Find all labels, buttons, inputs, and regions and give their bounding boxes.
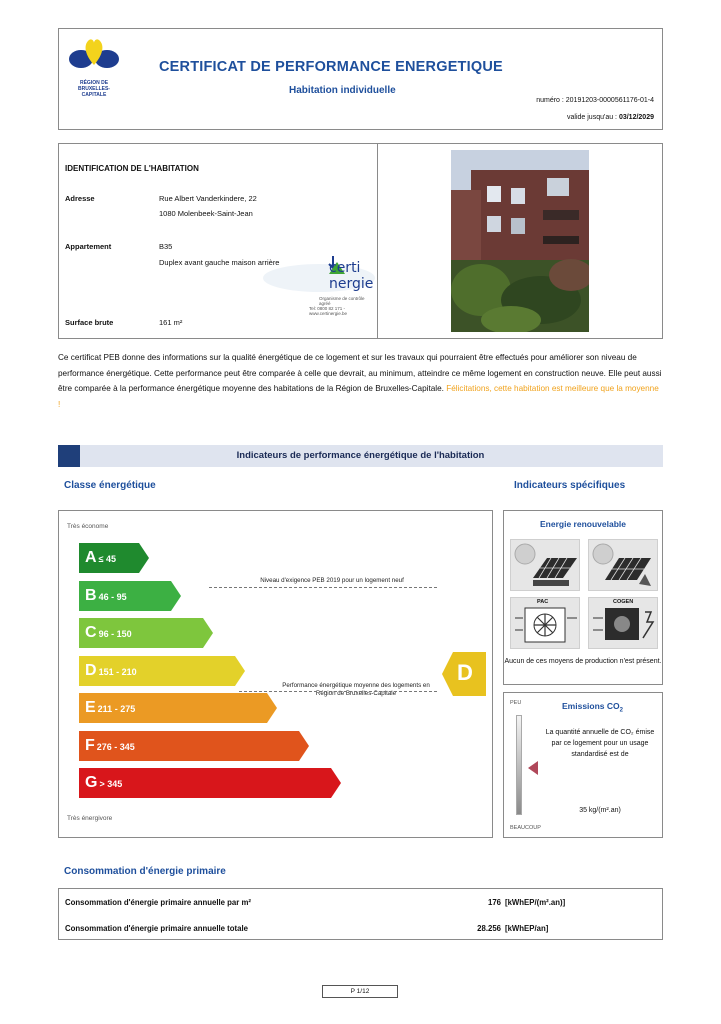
certinergie-tagline: Organisme de contrôle agréé: [319, 296, 365, 306]
region-logo: [67, 35, 121, 98]
heat-pump-label: PAC: [537, 599, 549, 605]
energy-class-letter: D: [85, 661, 97, 679]
co2-description: La quantité annuelle de CO₂ émise par ce logement pour un usage standardisé est de: [545, 729, 655, 758]
energy-class-letter: G: [85, 774, 98, 791]
energy-class-letter: B: [85, 586, 97, 604]
apartment-label: Appartement: [65, 242, 112, 251]
intro-highlight: Félicitations, cette habitation est meilleure que la moyenne !: [58, 384, 659, 409]
certinergie-stamp: [259, 250, 375, 320]
energy-class-label: [79, 618, 132, 648]
heat-pump-tile: [510, 597, 580, 649]
renewable-energy-panel: [503, 510, 663, 685]
co2-scale-bar: [516, 715, 522, 815]
renewable-note: Aucun de ces moyens de production n'est présent.: [504, 658, 662, 665]
scale-top-label: Très économe: [67, 523, 109, 530]
address-line1: Rue Albert Vanderkindere, 22: [159, 194, 257, 203]
energy-class-b: [79, 581, 181, 611]
energy-class-c: [79, 618, 213, 648]
iris-logo-icon: [67, 35, 121, 73]
energy-class-label: [79, 731, 135, 761]
solar-thermal-tile: [510, 539, 580, 591]
certinergie-contact: Tel: 0800 82 171 - www.certinergie.be: [309, 306, 348, 316]
energy-class-f: [79, 731, 309, 761]
validity-label: valide jusqu'au :: [567, 114, 619, 121]
energy-class-letter: F: [85, 736, 95, 754]
co2-title: [562, 701, 623, 714]
heat-pump-icon: [511, 598, 581, 650]
co2-title-sub: 2: [619, 707, 623, 714]
document-title: CERTIFICAT DE PERFORMANCE ENERGETIQUE: [159, 59, 503, 75]
validity: [567, 114, 654, 121]
energy-class-range: 46 - 95: [98, 591, 127, 602]
annotation-average: Performance énergétique moyenne des logements en Région de Bruxelles-Capitale: [282, 682, 430, 697]
energy-class-range: 211 - 275: [97, 704, 136, 714]
certificate-number: numéro : 20191203-0000561176-01-4: [536, 97, 654, 104]
energy-class-range: 96 - 150: [98, 629, 132, 639]
co2-value: 35 kg/(m².an): [579, 807, 621, 814]
energy-class-range: > 345: [99, 779, 123, 789]
energy-class-g: [79, 768, 341, 798]
renewable-title: Energie renouvelable: [540, 519, 626, 529]
energy-class-label: [79, 581, 127, 611]
consumption-label: Consommation d'énergie primaire annuelle totale: [65, 924, 248, 933]
certificate-header: [58, 28, 663, 130]
annotation-new-building-line: [209, 587, 437, 588]
energy-class-label: [79, 656, 137, 686]
co2-title-text: Emissions CO: [562, 701, 620, 711]
co2-emissions-panel: [503, 692, 663, 838]
identification-divider: [377, 144, 378, 338]
identification-title: IDENTIFICATION DE L'HABITATION: [65, 164, 199, 173]
consumption-unit: [kWhEP/an]: [505, 924, 549, 933]
energy-class-e: [79, 693, 277, 723]
document-subtitle: Habitation individuelle: [289, 85, 396, 96]
consumption-title: Consommation d'énergie primaire: [64, 866, 226, 877]
renewable-grid: [510, 539, 658, 651]
energy-class-range: ≤ 45: [98, 554, 117, 564]
intro-paragraph: [58, 350, 663, 412]
building-photo: [451, 150, 589, 332]
consumption-value: 28.256: [477, 924, 501, 933]
energy-class-label: [79, 543, 116, 573]
consumption-label: Consommation d'énergie primaire annuelle par m²: [65, 898, 251, 907]
solar-thermal-icon: [511, 540, 581, 592]
certinergie-name: certi nergie: [329, 260, 374, 292]
cogeneration-tile: [588, 597, 658, 649]
consumption-unit: [kWhEP/(m².an)]: [505, 898, 566, 907]
consumption-table: [58, 888, 663, 940]
energy-class-range: 151 - 210: [98, 666, 137, 677]
solar-pv-tile: [588, 539, 658, 591]
co2-level-arrow-icon: [528, 761, 538, 775]
consumption-value: 176: [487, 898, 501, 907]
energy-class-letter: A: [85, 549, 97, 566]
energy-class-label: [79, 768, 122, 798]
energy-class-range: 276 - 345: [96, 741, 135, 752]
indicators-section-header: [58, 445, 663, 467]
energy-class-title: Classe énergétique: [64, 480, 156, 491]
current-class-letter: D: [457, 660, 473, 685]
apartment-line2: Duplex avant gauche maison arrière: [159, 258, 280, 267]
annotation-new-building: Niveau d'exigence PEB 2019 pour un logement neuf: [260, 577, 404, 584]
energy-class-panel: [58, 510, 493, 838]
energy-class-letter: E: [85, 699, 96, 716]
surface-value: 161 m²: [159, 318, 183, 327]
intro-text: Ce certificat PEB donne des informations sur la qualité énergétique de ce logement et sur les travaux qui pourraient être effectués pour améliorer son niveau de performance énergétique. Cette performance peut être comparée à celle que devrait, au minimum, atteindre ce même logement en construction neuve. Elle peut aussi être comparée à la performance énergétique moyenne des habitations de la Région de Bruxelles-Capitale.: [58, 353, 662, 394]
co2-scale-low-label: PEU: [510, 700, 522, 706]
table-row: [59, 915, 662, 941]
page-number: P 1/12: [322, 985, 398, 998]
cogeneration-label: COGEN: [613, 599, 634, 605]
energy-class-a: [79, 543, 149, 573]
table-row: [59, 889, 662, 915]
cogeneration-icon: [589, 598, 659, 650]
surface-label: Surface brute: [65, 318, 114, 327]
annotation-average-line: [239, 691, 437, 692]
co2-scale-high-label: BEAUCOUP: [510, 825, 541, 831]
energy-class-letter: C: [85, 624, 97, 641]
scale-bottom-label: Très énergivore: [67, 815, 113, 822]
specific-indicators-title: Indicateurs spécifiques: [514, 480, 626, 491]
identification-panel: [58, 143, 663, 339]
address-label: Adresse: [65, 194, 95, 203]
energy-class-d: [79, 656, 245, 686]
region-logo-text: RÉGION DE BRUXELLES-CAPITALE: [78, 80, 110, 98]
solar-pv-icon: [589, 540, 659, 592]
apartment-line1: B35: [159, 242, 173, 251]
validity-date: 03/12/2029: [618, 114, 654, 121]
energy-class-label: [79, 693, 135, 723]
address-line2: 1080 Molenbeek-Saint-Jean: [159, 209, 253, 218]
section-title: Indicateurs de performance énergétique de l'habitation: [236, 450, 485, 461]
building-photo-image: [451, 150, 589, 332]
